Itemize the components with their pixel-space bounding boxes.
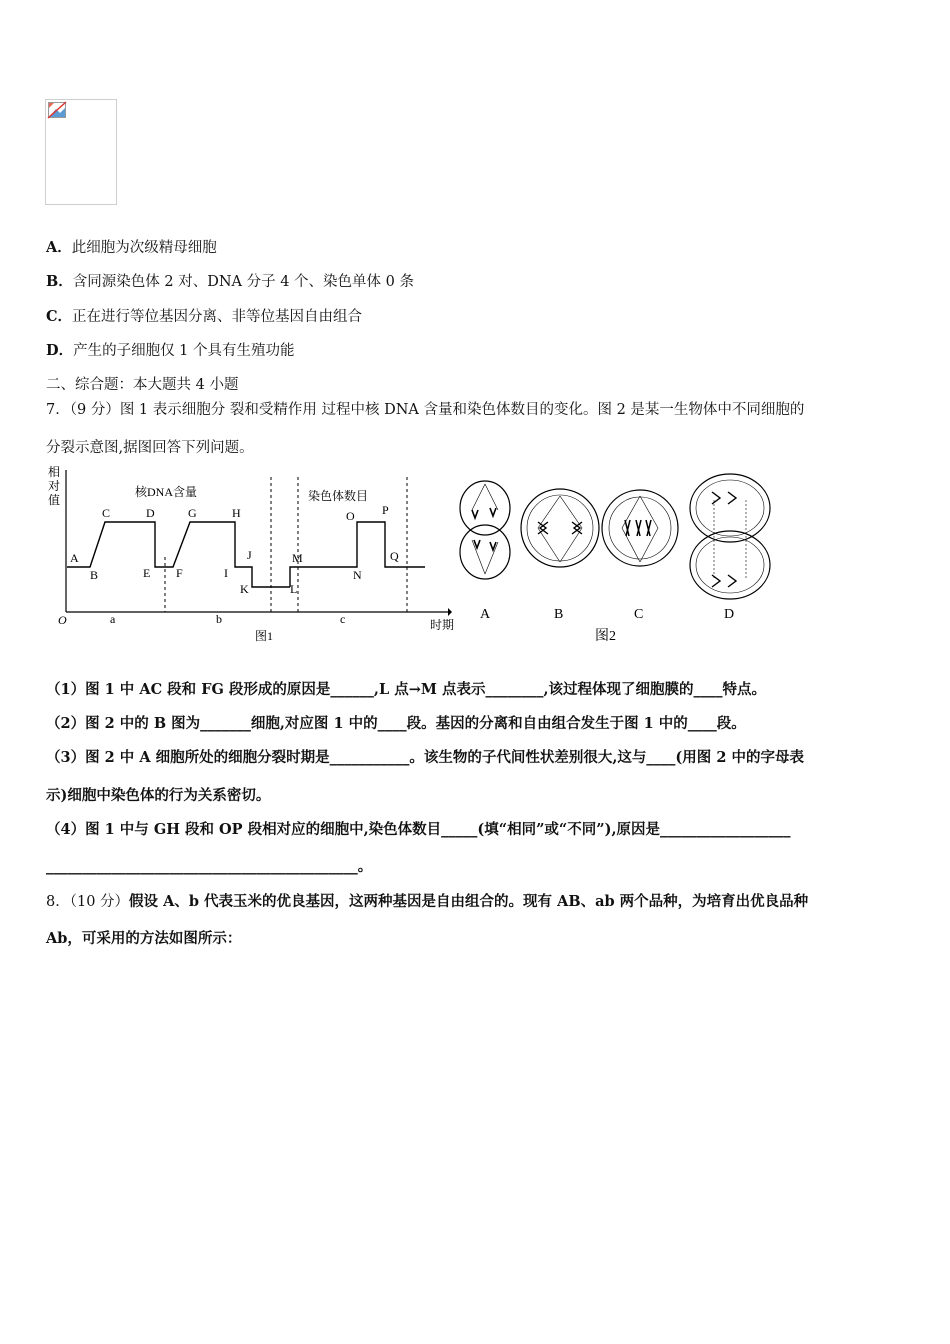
point-q: Q [390,549,399,563]
q7-sub1: （1）图 1 中 AC 段和 FG 段形成的原因是______,L 点→M 点表示________,该过程体现了细胞膜的____特点。 [46,681,767,698]
option-c: C．正在进行等位基因分离、非等位基因自由组合 [46,308,363,325]
fig1-caption: 图1 [255,629,274,643]
q7-intro-line2: 分裂示意图,据图回答下列问题。 [46,440,254,456]
cell-b [521,489,599,567]
q7-intro-line1: 7．（9 分）图 1 表示细胞分 裂和受精作用 过程中核 DNA 含量和染色体数目的变化。图 2 是某一生物体中不同细胞的 [46,402,805,418]
q7-sub3-line2: 示)细胞中染色体的行为关系密切。 [46,787,271,804]
cell-c [602,490,678,566]
q7-sub4-line2: ___________________________________________。 [46,858,373,875]
point-e: E [143,566,151,580]
region-dna-label: 核DNA含量 [135,485,197,499]
option-b: B．含同源染色体 2 对、DNA 分子 4 个、染色单体 0 条 [46,273,414,290]
fig2-caption: 图2 [595,629,616,644]
cell-a [460,481,510,579]
x-label: 时期 [430,618,455,632]
point-f: F [176,566,183,580]
cell-a-label: A [480,607,491,622]
point-i: I [224,566,228,580]
point-o: O [346,509,355,523]
broken-image-icon [48,102,66,118]
point-m: M [292,551,303,565]
segment-b: b [216,612,222,626]
figure-2-cells [450,470,790,650]
point-a: A [70,551,79,565]
point-h: H [232,506,241,520]
origin-label: O [58,613,67,627]
point-b: B [90,568,99,582]
cell-d-label: D [724,607,735,622]
point-g: G [188,506,197,520]
point-n: N [353,568,362,582]
segment-c: c [340,612,346,626]
point-j: J [247,548,252,562]
image-placeholder [45,99,117,205]
point-l: L [290,582,298,596]
cell-d [690,474,770,599]
q7-sub4-line1: （4）图 1 中与 GH 段和 OP 段相对应的细胞中,染色体数目_____(填“相同”或“不同”),原因是__________________ [46,821,791,838]
point-p: P [382,503,389,517]
option-d: D．产生的子细胞仅 1 个具有生殖功能 [46,342,295,359]
point-k: K [240,582,249,596]
section-heading: 二、综合题：本大题共 4 小题 [46,377,239,393]
region-chrom-label: 染色体数目 [308,489,369,503]
y-label-1: 相 [48,465,61,479]
figure-1-graph [40,462,455,652]
option-a: A．此细胞为次级精母细胞 [46,239,217,256]
q8-line2: Ab，可采用的方法如图所示： [46,930,242,947]
q7-sub2: （2）图 2 中的 B 图为_______细胞,对应图 1 中的____段。基因的分离和自由组合发生于图 1 中的____段。 [46,715,746,732]
y-label-3: 值 [48,493,61,507]
q7-sub3-line1: （3）图 2 中 A 细胞所处的细胞分裂时期是___________。该生物的子代间性状差别很大,这与____(用图 2 中的字母表 [46,749,804,766]
y-label-2: 对 [48,479,61,493]
q8-line1: 8．（10 分）假设 A、b 代表玉米的优良基因，这两种基因是自由组合的。现有 AB、ab 两个品种，为培育出优良品种 [46,893,809,910]
cell-c-label: C [634,607,644,622]
cell-b-label: B [554,607,564,622]
point-d: D [146,506,155,520]
segment-a: a [110,612,116,626]
point-c: C [102,506,111,520]
